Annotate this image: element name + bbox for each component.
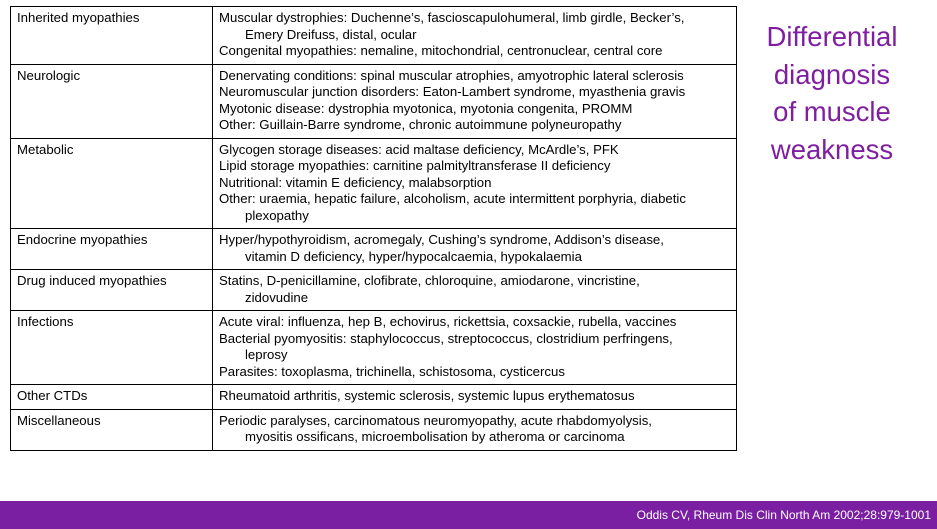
category-cell: Drug induced myopathies (11, 270, 213, 311)
detail-line: plexopathy (245, 207, 309, 223)
category-cell: Infections (11, 311, 213, 385)
row-metabolic (11, 138, 737, 229)
detail-line: leprosy (245, 347, 288, 362)
details-cell (213, 64, 737, 138)
detail-line: Glycogen storage diseases: acid maltase deficiency, McArdle’s, PFK (219, 141, 619, 157)
category-cell: Metabolic (11, 138, 213, 229)
category-cell: Miscellaneous (11, 409, 213, 450)
category-cell: Inherited myopathies (11, 7, 213, 65)
detail-line: Denervating conditions: spinal muscular atrophies, amyotrophic lateral sclerosis (219, 67, 684, 83)
details-cell (213, 270, 737, 311)
detail-line: Lipid storage myopathies: carnitine palmityltransferase II deficiency (219, 158, 611, 173)
details-cell (213, 7, 737, 65)
slide-title (752, 18, 912, 168)
title-line: Differential (766, 21, 898, 52)
title-line: of muscle (773, 96, 891, 127)
detail-line: vitamin D deficiency, hyper/hypocalcaemia, hypokalaemia (245, 248, 582, 264)
detail-line: Other: Guillain-Barre syndrome, chronic autoimmune polyneuropathy (219, 117, 622, 132)
detail-line: Hyper/hypothyroidism, acromegaly, Cushing’s syndrome, Addison’s disease, (219, 232, 664, 247)
detail-line: Acute viral: influenza, hep B, echovirus, rickettsia, coxsackie, rubella, vaccines (219, 314, 677, 329)
title-line: diagnosis (773, 58, 891, 90)
detail-line: Rheumatoid arthritis, systemic sclerosis, systemic lupus erythematosus (219, 388, 635, 403)
row-other-ctds (11, 385, 737, 410)
title-line: weakness (770, 133, 894, 165)
detail-line: Muscular dystrophies: Duchenne’s, fascioscapulohumeral, limb girdle, Becker’s, (219, 10, 685, 25)
detail-line: Other: uraemia, hepatic failure, alcoholism, acute intermittent porphyria, diabetic (219, 191, 686, 206)
detail-line: Emery Dreifuss, distal, ocular (245, 26, 417, 42)
details-cell (213, 409, 737, 450)
detail-line: Periodic paralyses, carcinomatous neuromyopathy, acute rhabdomyolysis, (219, 412, 652, 428)
footer-bar (0, 501, 937, 529)
detail-line: Congenital myopathies: nemaline, mitochondrial, centronuclear, central core (219, 43, 663, 58)
detail-line: myositis ossificans, microembolisation by atheroma or carcinoma (245, 429, 625, 444)
details-cell (213, 385, 737, 410)
details-cell (213, 311, 737, 385)
detail-line: Nutritional: vitamin E deficiency, malabsorption (219, 174, 492, 190)
detail-line: Neuromuscular junction disorders: Eaton-Lambert syndrome, myasthenia gravis (219, 84, 686, 99)
detail-line: Parasites: toxoplasma, trichinella, schistosoma, cysticercus (219, 363, 565, 379)
detail-line: Bacterial pyomyositis: staphylococcus, streptococcus, clostridium perfringens, (219, 330, 673, 346)
detail-line: Statins, D-penicillamine, clofibrate, chloroquine, amiodarone, vincristine, (219, 273, 640, 288)
detail-line: Myotonic disease: dystrophia myotonica, myotonia congenita, PROMM (219, 100, 633, 116)
citation: Oddis CV, Rheum Dis Clin North Am 2002;28:979-1001 (636, 508, 931, 522)
details-cell (213, 229, 737, 270)
category-cell: Other CTDs (11, 385, 213, 410)
details-cell (213, 138, 737, 229)
row-miscellaneous (11, 409, 737, 450)
diagnosis-table-body (11, 7, 737, 451)
category-cell: Neurologic (11, 64, 213, 138)
row-endocrine (11, 229, 737, 270)
detail-line: zidovudine (245, 289, 309, 305)
row-neurologic (11, 64, 737, 138)
row-inherited (11, 7, 737, 65)
row-drug-induced (11, 270, 737, 311)
diagnosis-table (10, 6, 737, 451)
row-infections (11, 311, 737, 385)
category-cell: Endocrine myopathies (11, 229, 213, 270)
